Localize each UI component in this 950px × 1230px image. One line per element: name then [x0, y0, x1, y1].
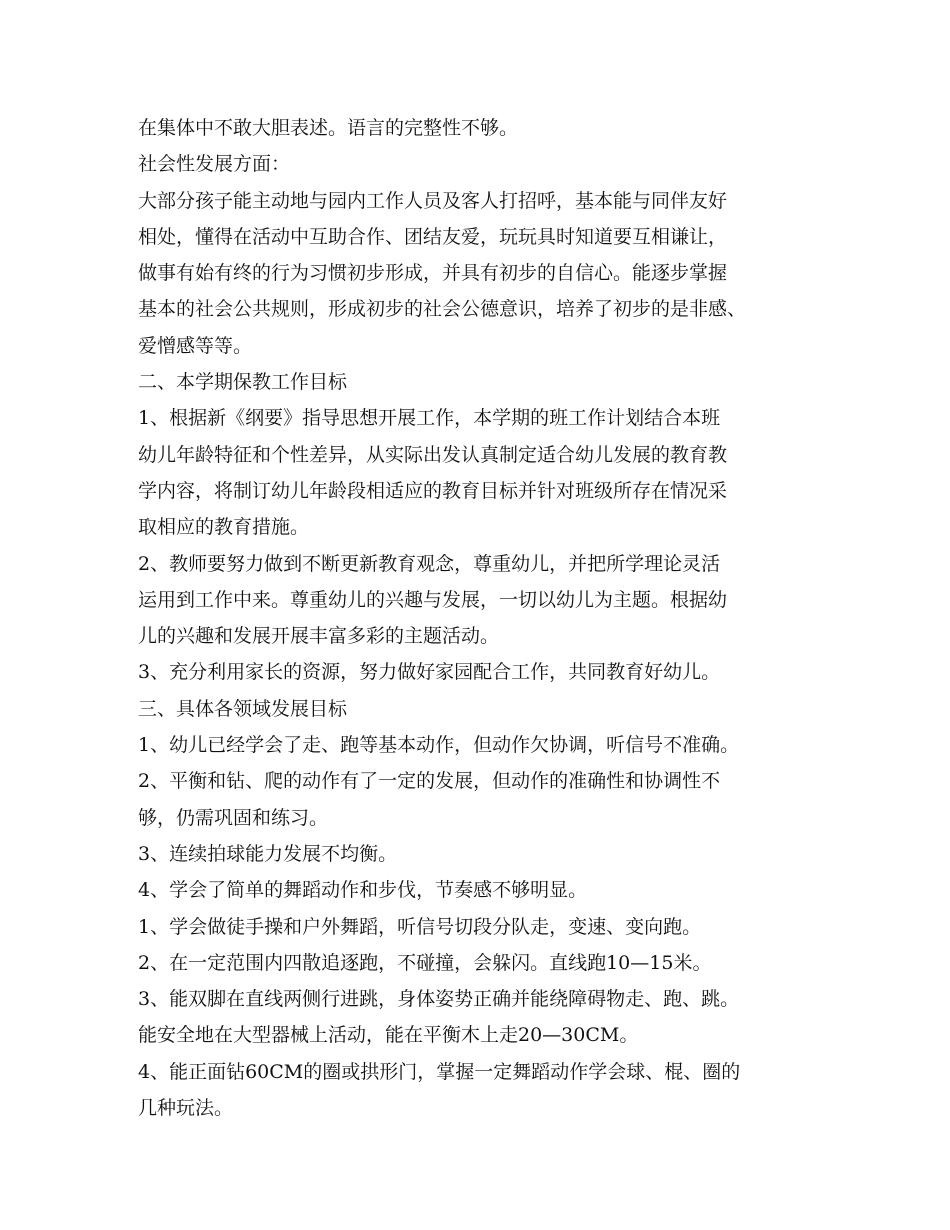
text-line: 1、根据新《纲要》指导思想开展工作，本学期的班工作计划结合本班 [138, 407, 721, 430]
document-body [138, 110, 838, 1126]
text-line: 几种玩法。 [138, 1097, 234, 1120]
text-line: 学内容，将制订幼儿年龄段相适应的教育目标并针对班级所存在情况采 [138, 479, 728, 502]
text-line: 2、教师要努力做到不断更新教育观念，尊重幼儿，并把所学理论灵活 [138, 552, 721, 575]
text-line: 取相应的教育措施。 [138, 516, 310, 539]
text-line: 基本的社会公共规则，形成初步的社会公德意识，培养了初步的是非感、 [138, 298, 747, 321]
text-line: 3、充分利用家长的资源，努力做好家园配合工作，共同教育好幼儿。 [138, 661, 721, 684]
text-line: 4、学会了简单的舞蹈动作和步伐，节奏感不够明显。 [138, 879, 588, 902]
text-line: 做事有始有终的行为习惯初步形成，并具有初步的自信心。能逐步掌握 [138, 262, 728, 285]
text-line: 2、在一定范围内四散追逐跑，不碰撞，会躲闪。直线跑10—15米。 [138, 951, 712, 974]
text-line: 爱憎感等等。 [138, 334, 253, 357]
text-line: 2、平衡和钻、爬的动作有了一定的发展，但动作的准确性和协调性不 [138, 770, 721, 793]
text-line: 儿的兴趣和发展开展丰富多彩的主题活动。 [138, 625, 500, 648]
section-heading-domains: 三、具体各领域发展目标 [138, 697, 348, 720]
text-line: 大部分孩子能主动地与园内工作人员及客人打招呼，基本能与同伴友好 [138, 189, 728, 212]
section-heading-social: 社会性发展方面： [138, 153, 291, 176]
text-line: 3、连续拍球能力发展不均衡。 [138, 842, 398, 865]
text-line: 1、学会做徒手操和户外舞蹈，听信号切段分队走，变速、变向跑。 [138, 915, 702, 938]
text-line: 够，仍需巩固和练习。 [138, 806, 329, 829]
text-line: 3、能双脚在直线两侧行进跳，身体姿势正确并能绕障碍物走、跑、跳。 [138, 988, 740, 1011]
text-line: 能安全地在大型器械上活动，能在平衡木上走20—30CM。 [138, 1024, 639, 1047]
text-line: 幼儿年龄特征和个性差异，从实际出发认真制定适合幼儿发展的教育教 [138, 443, 728, 466]
text-line: 在集体中不敢大胆表述。语言的完整性不够。 [138, 117, 519, 139]
text-line: 相处，懂得在活动中互助合作、团结友爱，玩玩具时知道要互相谦让， [138, 225, 728, 248]
text-line: 4、能正面钻60CM的圈或拱形门，掌握一定舞蹈动作学会球、棍、圈的 [138, 1060, 741, 1083]
section-heading-goals: 二、本学期保教工作目标 [138, 371, 348, 394]
text-line: 1、幼儿已经学会了走、跑等基本动作，但动作欠协调，听信号不准确。 [138, 734, 740, 757]
text-line: 运用到工作中来。尊重幼儿的兴趣与发展，一切以幼儿为主题。根据幼 [138, 588, 728, 611]
